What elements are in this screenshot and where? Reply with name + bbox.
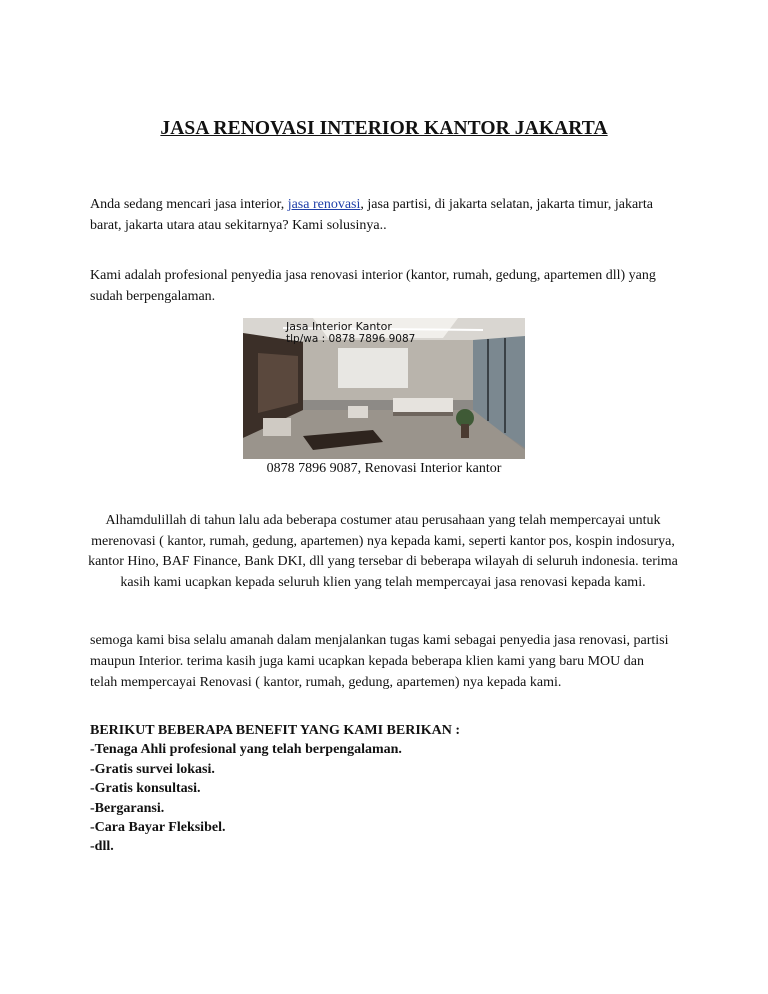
image-caption: 0878 7896 9087, Renovasi Interior kantor: [266, 461, 502, 476]
photo-watermark-phone: tlp/wa : 0878 7896 9087: [286, 333, 416, 345]
benefit-item: -Bergaransi.: [90, 800, 165, 816]
benefit-item: -Tenaga Ahli profesional yang telah berpengalaman.: [90, 742, 402, 758]
benefit-item: -Gratis survei lokasi.: [90, 761, 215, 777]
jasa-renovasi-link[interactable]: jasa renovasi: [287, 197, 361, 212]
benefit-item: -Gratis konsultasi.: [90, 781, 201, 797]
benefits-heading: BERIKUT BEBERAPA BENEFIT YANG KAMI BERIKAN :: [90, 723, 461, 738]
intro-text-before: Anda sedang mencari jasa interior,: [90, 197, 288, 212]
office-interior-photo: [243, 318, 525, 459]
intro-text-after: , jasa partisi, di jakarta selatan, jakarta timur, jakarta barat, jakarta utara atau sekitarnya? Kami solusinya..: [90, 197, 653, 233]
page-title: JASA RENOVASI INTERIOR KANTOR JAKARTA: [160, 118, 608, 139]
photo-watermark-title: Jasa Interior Kantor: [286, 320, 392, 333]
about-paragraph: Kami adalah profesional penyedia jasa renovasi interior (kantor, rumah, gedung, apartemen dll) yang sudah berpengalaman.: [90, 268, 656, 304]
intro-paragraph: [90, 194, 670, 236]
closing-paragraph: semoga kami bisa selalu amanah dalam menjalankan tugas kami sebagai penyedia jasa renovasi, partisi maupun Interior. terima kasih juga kami ucapkan kepada beberapa klien kami yang baru MOU dan telah mempercayai Renovasi ( kantor, rumah, gedung, apartemen) nya kepada kami.: [90, 633, 669, 690]
clients-paragraph: Alhamdulillah di tahun lalu ada beberapa costumer atau perusahaan yang telah mempercayai untuk merenovasi ( kantor, rumah, gedung, apartemen) nya kepada kami, seperti kantor pos, kospin indosurya, kantor Hino, BAF Finance, Bank DKI, dll yang tersebar di beberapa wilayah di seluruh indonesia. terima kasih kami ucapkan kepada seluruh klien yang telah mempercayai jasa renovasi kepada kami.: [88, 513, 678, 590]
benefit-item: -dll.: [90, 839, 114, 855]
benefit-item: -Cara Bayar Fleksibel.: [90, 820, 226, 836]
benefits-list: [90, 721, 460, 857]
